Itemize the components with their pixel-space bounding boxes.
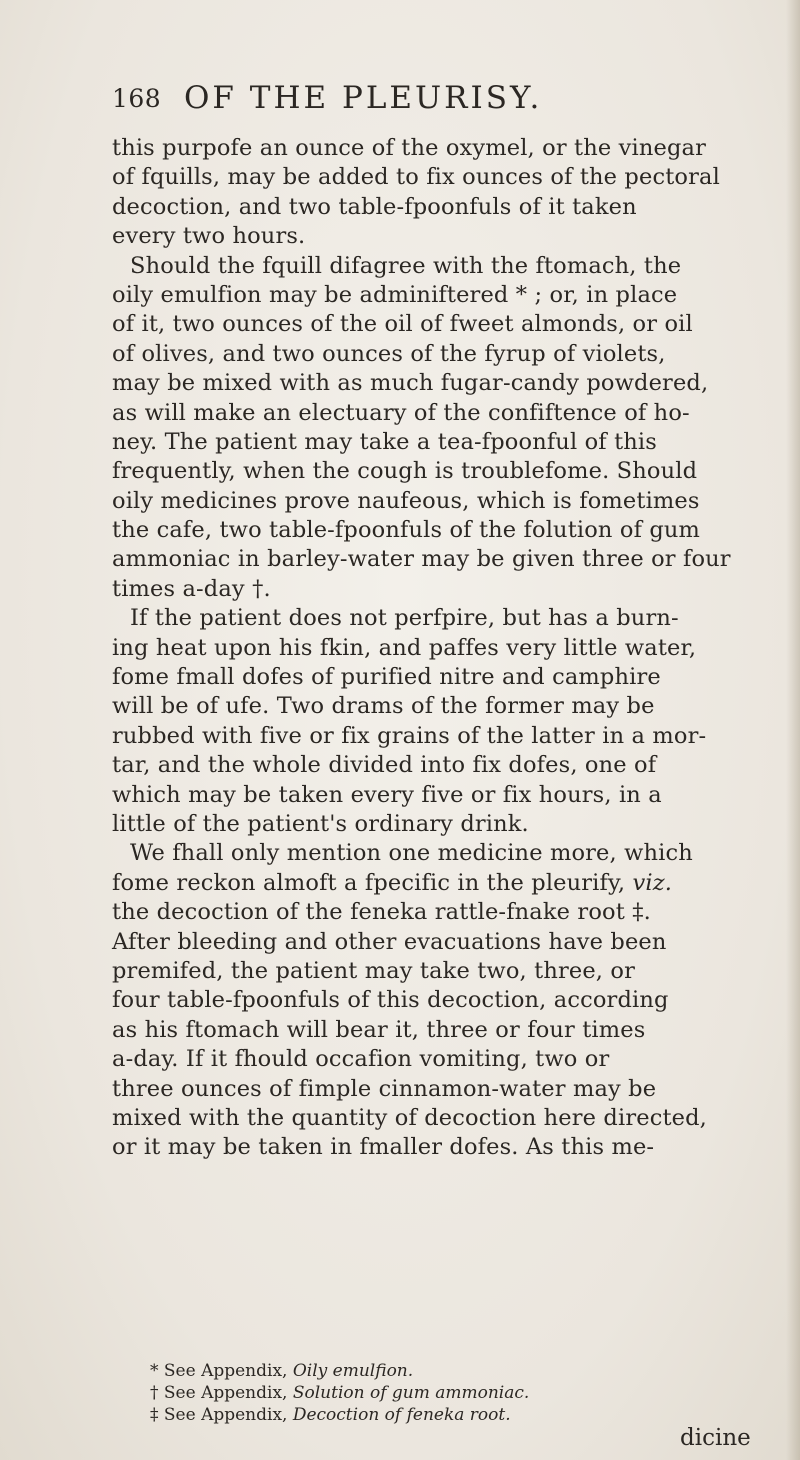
text-line: three ounces of fimple cinnamon-water may be <box>112 1075 657 1102</box>
text-line: of it, two ounces of the oil of fweet almonds, or oil <box>112 311 693 338</box>
footnote-title: Oily emulfion. <box>292 1361 414 1381</box>
footnote-mark: † <box>150 1382 159 1403</box>
text-line: as his ftomach will bear it, three or four times <box>112 1016 646 1043</box>
text-line: times a-day †. <box>112 575 271 602</box>
text-line: frequently, when the cough is troublefome. Should <box>112 458 698 485</box>
footnote-title: Solution of gum ammoniac. <box>292 1382 530 1403</box>
text-line: fome reckon almoft a fpecific in the pleurify, viz. <box>112 869 672 896</box>
text-line: will be of ufe. Two drams of the former may be <box>112 693 655 720</box>
page-number: 168 <box>112 84 162 113</box>
text-line: After bleeding and other evacuations have been <box>112 928 667 955</box>
text-line: oily medicines prove naufeous, which is fometimes <box>112 487 700 514</box>
footnote-prefix: See Appendix, <box>163 1361 293 1381</box>
text-line: four table-fpoonfuls of this decoction, according <box>112 987 669 1014</box>
text-line: as will make an electuary of the confiftence of ho- <box>112 399 690 426</box>
text-line: Should the fquill difagree with the ftomach, the <box>130 252 682 279</box>
text-line: oily emulfion may be adminiftered * ; or, in place <box>112 281 678 308</box>
text-line: We fhall only mention one medicine more, which <box>130 840 693 867</box>
body-text <box>112 134 762 1163</box>
footnote-mark: ‡ <box>150 1404 159 1425</box>
catchword: dicine <box>680 1425 751 1451</box>
text-line: ney. The patient may take a tea-fpoonful of this <box>112 428 657 455</box>
footnote <box>150 1383 750 1405</box>
text-line: may be mixed with as much fugar-candy powdered, <box>112 370 709 397</box>
footnotes <box>150 1361 750 1426</box>
text-line: a-day. If it fhould occafion vomiting, two or <box>112 1046 610 1073</box>
footnote <box>150 1405 750 1427</box>
text-line: decoction, and two table-fpoonfuls of it taken <box>112 193 637 220</box>
footnote-title: Decoction of feneka root. <box>292 1404 511 1425</box>
text-line: ammoniac in barley-water may be given three or four <box>112 546 731 573</box>
text-line: or it may be taken in fmaller dofes. As this me- <box>112 1134 655 1161</box>
text-line: fome fmall dofes of purified nitre and camphire <box>112 664 661 691</box>
text-line: ing heat upon his fkin, and paffes very little water, <box>112 634 697 661</box>
text-line: tar, and the whole divided into fix dofes, one of <box>112 752 657 779</box>
text-line: mixed with the quantity of decoction here directed, <box>112 1104 707 1131</box>
running-head: OF THE PLEURISY. <box>184 80 543 116</box>
page-edge-shadow <box>786 0 800 1460</box>
text-line: premifed, the patient may take two, three, or <box>112 957 636 984</box>
text-line: of fquills, may be added to fix ounces of the pectoral <box>112 164 720 191</box>
italic-viz: viz. <box>632 869 672 896</box>
text-line: every two hours. <box>112 223 306 250</box>
text-line: rubbed with five or fix grains of the latter in a mor- <box>112 722 707 749</box>
text-line: of olives, and two ounces of the fyrup of violets, <box>112 340 666 367</box>
page-header <box>112 80 752 124</box>
text-line: little of the patient's ordinary drink. <box>112 810 529 837</box>
text-line: the decoction of the feneka rattle-fnake root ‡. <box>112 899 651 926</box>
footnote-mark: * <box>150 1361 159 1381</box>
text-line: If the patient does not perfpire, but has a burn- <box>130 605 679 632</box>
footnote <box>150 1361 750 1383</box>
text-line: which may be taken every five or fix hours, in a <box>112 781 662 808</box>
text-line: the cafe, two table-fpoonfuls of the folution of gum <box>112 517 701 544</box>
text-line: this purpofe an ounce of the oxymel, or the vinegar <box>112 135 706 161</box>
footnote-prefix: See Appendix, <box>163 1404 293 1425</box>
footnote-prefix: See Appendix, <box>163 1382 293 1403</box>
